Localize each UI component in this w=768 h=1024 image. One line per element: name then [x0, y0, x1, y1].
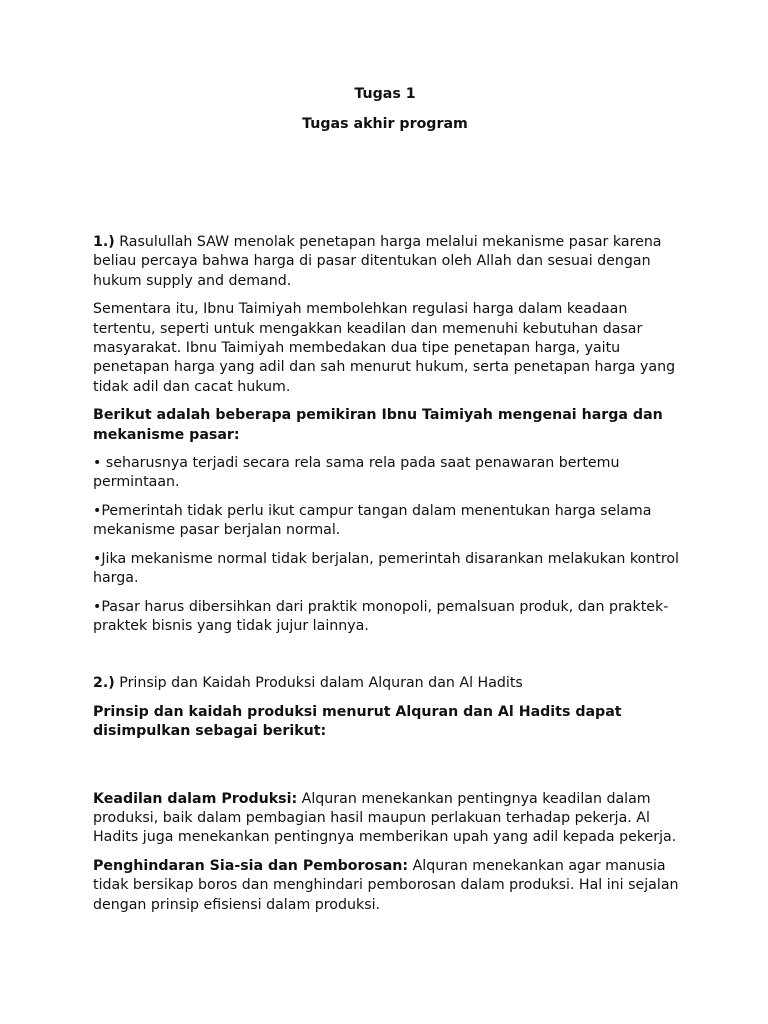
document-subtitle: Tugas akhir program — [302, 116, 468, 132]
q1-bullet: •Jika mekanisme normal tidak berjalan, pemerintah disarankan melakukan kontrol harga. — [93, 550, 679, 587]
q2-point-text: Alquran menekankan pentingnya keadilan dalam produksi, baik dalam pembagian hasil maupun perlakuan terhadap pekerja. Al Hadits juga menekankan pentingnya memberikan upah yang adil kepada pekerja. — [93, 790, 677, 846]
q1-number: 1.) — [93, 234, 115, 250]
q1-bullet: •Pasar harus dibersihkan dari praktik monopoli, pemalsuan produk, dan praktek-praktek bisnis yang tidak jujur lainnya. — [93, 598, 669, 634]
spacer — [93, 645, 683, 674]
q2-point — [93, 857, 683, 915]
q1-bullet: • seharusnya terjadi secara rela sama rela pada saat penawaran bertemu permintaan. — [93, 455, 620, 491]
q2-point — [93, 790, 683, 848]
q1-intro-text: Rasulullah SAW menolak penetapan harga melalui mekanisme pasar karena beliau percaya bahwa harga di pasar ditentukan oleh Allah dan sesuai dengan hukum supply and demand. — [93, 234, 662, 289]
q1-paragraph-2: Sementara itu, Ibnu Taimiyah membolehkan regulasi harga dalam keadaan tertentu, seperti untuk mengakkan keadilan dan memenuhi kebutuhan dasar masyarakat. Ibnu Taimiyah membedakan dua tipe penetapan harga, yaitu penetapan harga yang adil dan sah menurut hukum, serta penetapan harga yang tidak adil dan cacat hukum. — [93, 301, 676, 395]
q2-topic-text: Prinsip dan Kaidah Produksi dalam Alquran dan Al Hadits — [119, 675, 523, 692]
q2-topic-paragraph — [93, 674, 683, 693]
q2-number: 2.) — [93, 675, 115, 692]
q2-point-label: Penghindaran Sia-sia dan Pemborosan: — [93, 857, 409, 874]
q1-heading: Berikut adalah beberapa pemikiran Ibnu Taimiyah mengenai harga dan mekanisme pasar: — [93, 407, 663, 443]
q1-bullet: •Pemerintah tidak perlu ikut campur tangan dalam menentukan harga selama mekanisme pasar berjalan normal. — [93, 502, 652, 539]
q2-heading: Prinsip dan kaidah produksi menurut Alquran dan Al Hadits dapat disimpulkan sebagai berikut: — [93, 703, 622, 740]
q2-point-text: Alquran menekankan agar manusia tidak bersikap boros dan menghindari pemborosan dalam produksi. Hal ini sejalan dengan prinsip efisiensi dalam produksi. — [93, 857, 679, 913]
spacer — [93, 751, 683, 790]
document-body — [93, 233, 683, 924]
q1-intro-paragraph — [93, 233, 683, 291]
q2-point-label: Keadilan dalam Produksi: — [93, 790, 298, 807]
document-title: Tugas 1 — [354, 86, 416, 102]
